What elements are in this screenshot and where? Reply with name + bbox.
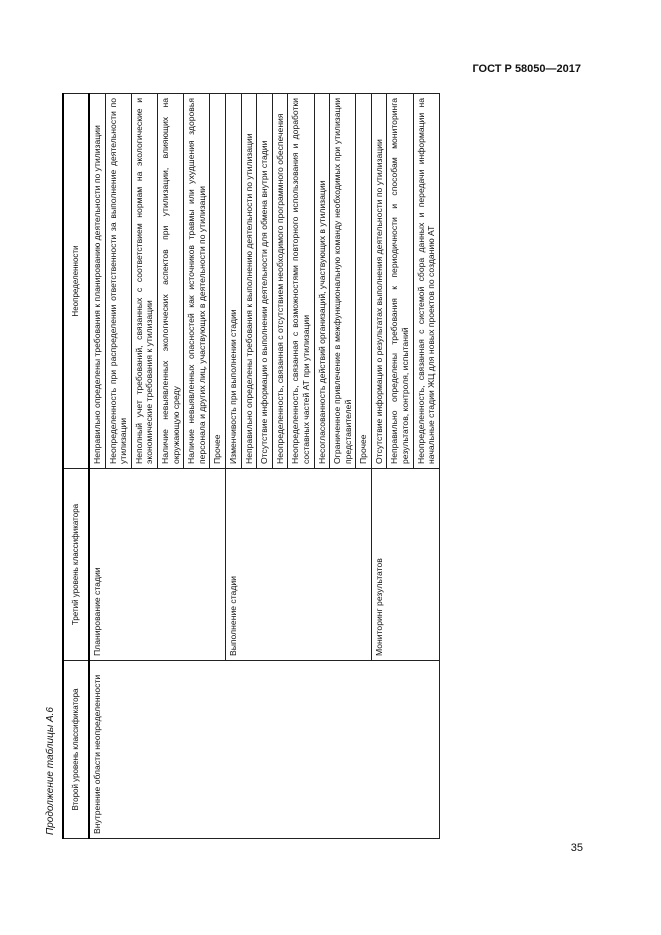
uncertainty-cell: Наличие невыявленных опасностей как источников травмы или ухудшения здоровья персонала и других лиц, участвующих в деятельности по утилизации [184, 94, 210, 469]
level3-cell: Выполнение стадии [225, 469, 371, 661]
level3-cell: Мониторинг результатов [371, 469, 439, 661]
uncertainty-cell: Неопределенность, связанная с возможностями повторного использования и доработки составных частей АТ при утилизации [288, 94, 314, 469]
uncertainty-cell: Неправильно определены требования к периодичности и способам мониторинга результатов, контроля, испытаний [387, 94, 413, 469]
table-row [89, 94, 105, 839]
uncertainty-cell: Изменчивость при выполнении стадии [225, 94, 241, 469]
uncertainty-cell: Несогласованность действий организаций, участвующих в утилизации [314, 94, 330, 469]
uncertainty-cell: Наличие невыявленных экологических аспектов при утилизации, влияющих на окружающую среду [157, 94, 183, 469]
uncertainty-cell: Неопределенность, связанная с отсутствием необходимого программного обеспечения [272, 94, 288, 469]
uncertainty-cell: Неопределенность при распределении ответственности за выполнение деятельности по утилизации [105, 94, 131, 469]
header-level3: Третий уровень классификатора [63, 469, 89, 661]
uncertainty-cell: Отсутствие информации о выполнении деятельности для обмена внутри стадии [257, 94, 273, 469]
uncertainty-table [62, 93, 440, 839]
table-caption: Продолжение таблицы А.6 [45, 707, 56, 835]
level2-cell: Внутренние области неопределенности [89, 661, 439, 839]
standard-code: ГОСТ Р 58050—2017 [472, 63, 581, 75]
header-uncertainties: Неопределенности [63, 94, 89, 469]
table-body [89, 94, 439, 839]
uncertainty-cell: Прочее [210, 94, 226, 469]
table-header-row [63, 94, 89, 839]
page-number: 35 [570, 842, 583, 854]
uncertainty-cell: Неправильно определены требования к планированию деятельности по утилизации [89, 94, 105, 469]
uncertainty-cell: Неопределенность, связанная с системой сбора данных и передачи информации на начальные стадии ЖЦ для новых проектов по созданию АТ [413, 94, 439, 469]
uncertainty-cell: Прочее [356, 94, 372, 469]
uncertainty-cell: Неполный учет требований, связанных с соответствием нормам на экологические и экономические требования к утилизации [131, 94, 157, 469]
header-level2: Второй уровень классификатора [63, 661, 89, 839]
uncertainty-cell: Ограниченное привлечение в межфункциональную команду необходимых при утилизации представителей [330, 94, 356, 469]
level3-cell: Планирование стадии [89, 469, 225, 661]
uncertainty-cell: Неправильно определены требования к выполнению деятельности по утилизации [241, 94, 257, 469]
uncertainty-cell: Отсутствие информации о результатах выполнения деятельности по утилизации [371, 94, 387, 469]
